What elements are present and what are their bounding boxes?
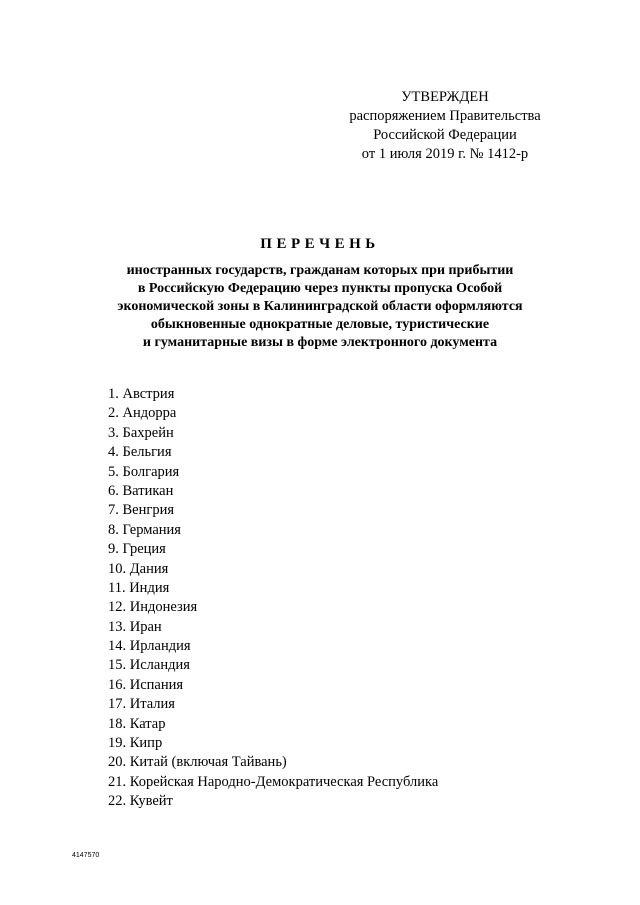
list-item: 1. Австрия <box>108 386 175 402</box>
list-item: 6. Ватикан <box>108 482 174 499</box>
list-item: 17. Италия <box>108 696 175 713</box>
list-item: 21. Корейская Народно-Демократическая Республика <box>108 773 439 790</box>
subtitle-line: иностранных государств, гражданам которых при прибытии <box>126 263 514 278</box>
list-item: 20. Китай (включая Тайвань) <box>108 754 287 771</box>
list-item: 3. Бахрейн <box>108 424 174 441</box>
approval-federation: Российской Федерации <box>373 127 517 143</box>
approval-authority: распоряжением Правительства <box>349 108 541 124</box>
document-subtitle <box>60 262 580 352</box>
list-item: 8. Германия <box>108 521 181 538</box>
list-item: 11. Индия <box>108 579 170 596</box>
list-item: 14. Ирландия <box>108 638 191 655</box>
list-item: 7. Венгрия <box>108 502 174 519</box>
subtitle-line: обыкновенные однократные деловые, туристические <box>150 317 490 332</box>
approval-date-number: от 1 июля 2019 г. № 1412-р <box>361 146 529 162</box>
list-item: 4. Бельгия <box>108 444 172 461</box>
list-item: 18. Катар <box>108 715 166 732</box>
list-item: 12. Индонезия <box>108 599 198 616</box>
list-item: 2. Андорра <box>108 405 177 422</box>
subtitle-line: и гуманитарные визы в форме электронного документа <box>142 335 498 350</box>
list-item: 13. Иран <box>108 618 162 635</box>
list-item: 15. Исландия <box>108 657 190 674</box>
document-title: ПЕРЕЧЕНЬ <box>260 236 380 252</box>
approval-block <box>340 88 550 164</box>
list-item: 9. Греция <box>108 541 166 558</box>
list-item: 19. Кипр <box>108 735 163 752</box>
list-item: 22. Кувейт <box>108 793 173 810</box>
subtitle-line: экономической зоны в Калининградской области оформляются <box>117 299 523 314</box>
approval-heading: УТВЕРЖДЕН <box>401 89 489 105</box>
list-item: 5. Болгария <box>108 463 180 480</box>
list-item: 10. Дания <box>108 560 169 577</box>
list-item: 16. Испания <box>108 676 184 693</box>
country-list <box>108 385 438 812</box>
document-id: 4147570 <box>72 852 100 859</box>
subtitle-line: в Российскую Федерацию через пункты пропуска Особой <box>137 281 503 296</box>
